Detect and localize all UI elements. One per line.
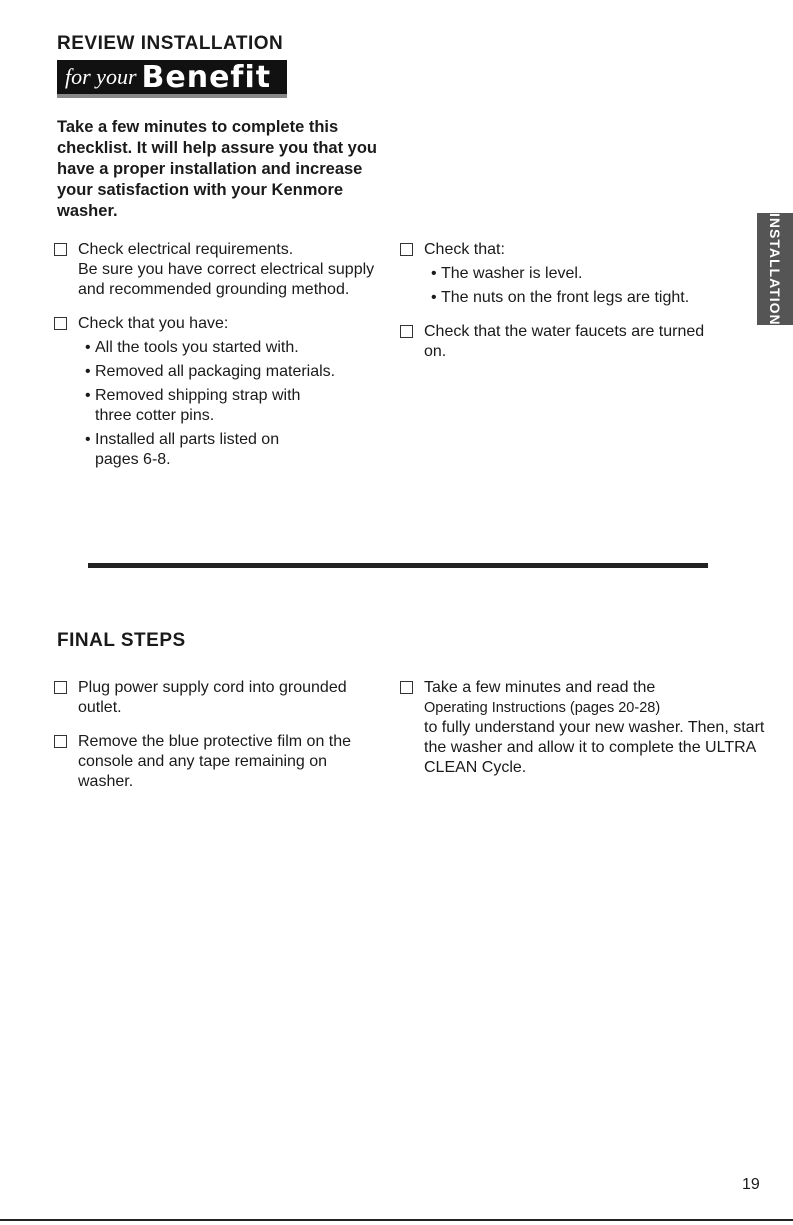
side-tab-label: INSTALLATION	[767, 212, 783, 326]
bullet-item: • All the tools you started with.	[85, 338, 384, 358]
checkbox-icon	[54, 317, 67, 330]
checklist-item	[54, 678, 348, 718]
checkbox-icon	[400, 243, 413, 256]
checklist-item-text: to fully understand your new washer. Then, start the washer and allow it to complete the ULTRA CLEAN Cycle.	[424, 719, 765, 776]
intro-paragraph: Take a few minutes to complete this checklist. It will help assure you that you have a proper installation and increase your satisfaction with your Kenmore washer.	[57, 118, 378, 220]
final-left-column	[54, 678, 374, 806]
bullet-list	[85, 338, 384, 470]
checklist-item-text: Check that the water faucets are turned on.	[424, 323, 705, 360]
checklist-item	[54, 732, 374, 792]
bullet-item: • Removed shipping strap with three cotter pins.	[85, 386, 335, 426]
checkbox-icon	[54, 681, 67, 694]
checklist-item-text: Remove the blue protective film on the console and any tape remaining on washer.	[78, 733, 352, 790]
for-your-benefit-banner	[57, 60, 287, 98]
checklist-item	[400, 240, 750, 308]
checkbox-icon	[400, 325, 413, 338]
checkbox-icon	[54, 735, 67, 748]
checklist-item-text: Check electrical requirements.	[78, 241, 294, 258]
review-installation-title: REVIEW INSTALLATION	[57, 33, 284, 54]
checklist-item-text: Take a few minutes and read the	[424, 679, 656, 696]
benefit-word: Benefit	[141, 59, 272, 95]
checklist-item	[400, 322, 714, 362]
bullet-item: • Removed all packaging materials.	[85, 362, 384, 382]
checkbox-icon	[54, 243, 67, 256]
benefit-prefix: for your	[65, 64, 137, 89]
checklist-item-text: Check that:	[424, 241, 505, 258]
checklist-item	[54, 240, 384, 300]
bullet-list	[431, 264, 750, 308]
checklist-item-text: Check that you have:	[78, 315, 229, 332]
checklist-item	[54, 314, 384, 470]
bullet-item: • The washer is level.	[431, 264, 750, 284]
final-right-column	[400, 678, 770, 792]
bullet-item: • The nuts on the front legs are tight.	[431, 288, 750, 308]
checklist-item-text: Operating Instructions (pages 20-28)	[424, 700, 661, 716]
page-number: 19	[742, 1176, 760, 1193]
bottom-rule	[0, 1219, 793, 1221]
review-left-column	[54, 240, 384, 484]
section-divider	[88, 563, 708, 568]
checklist-item	[400, 678, 770, 778]
review-right-column	[400, 240, 750, 376]
bullet-item: • Installed all parts listed on pages 6-8.	[85, 430, 315, 470]
checkbox-icon	[400, 681, 413, 694]
installation-side-tab	[757, 213, 793, 325]
final-steps-title: FINAL STEPS	[57, 630, 186, 651]
checklist-item-text: Plug power supply cord into grounded outlet.	[78, 679, 347, 716]
checklist-item-detail: Be sure you have correct electrical supply and recommended grounding method.	[78, 261, 375, 298]
